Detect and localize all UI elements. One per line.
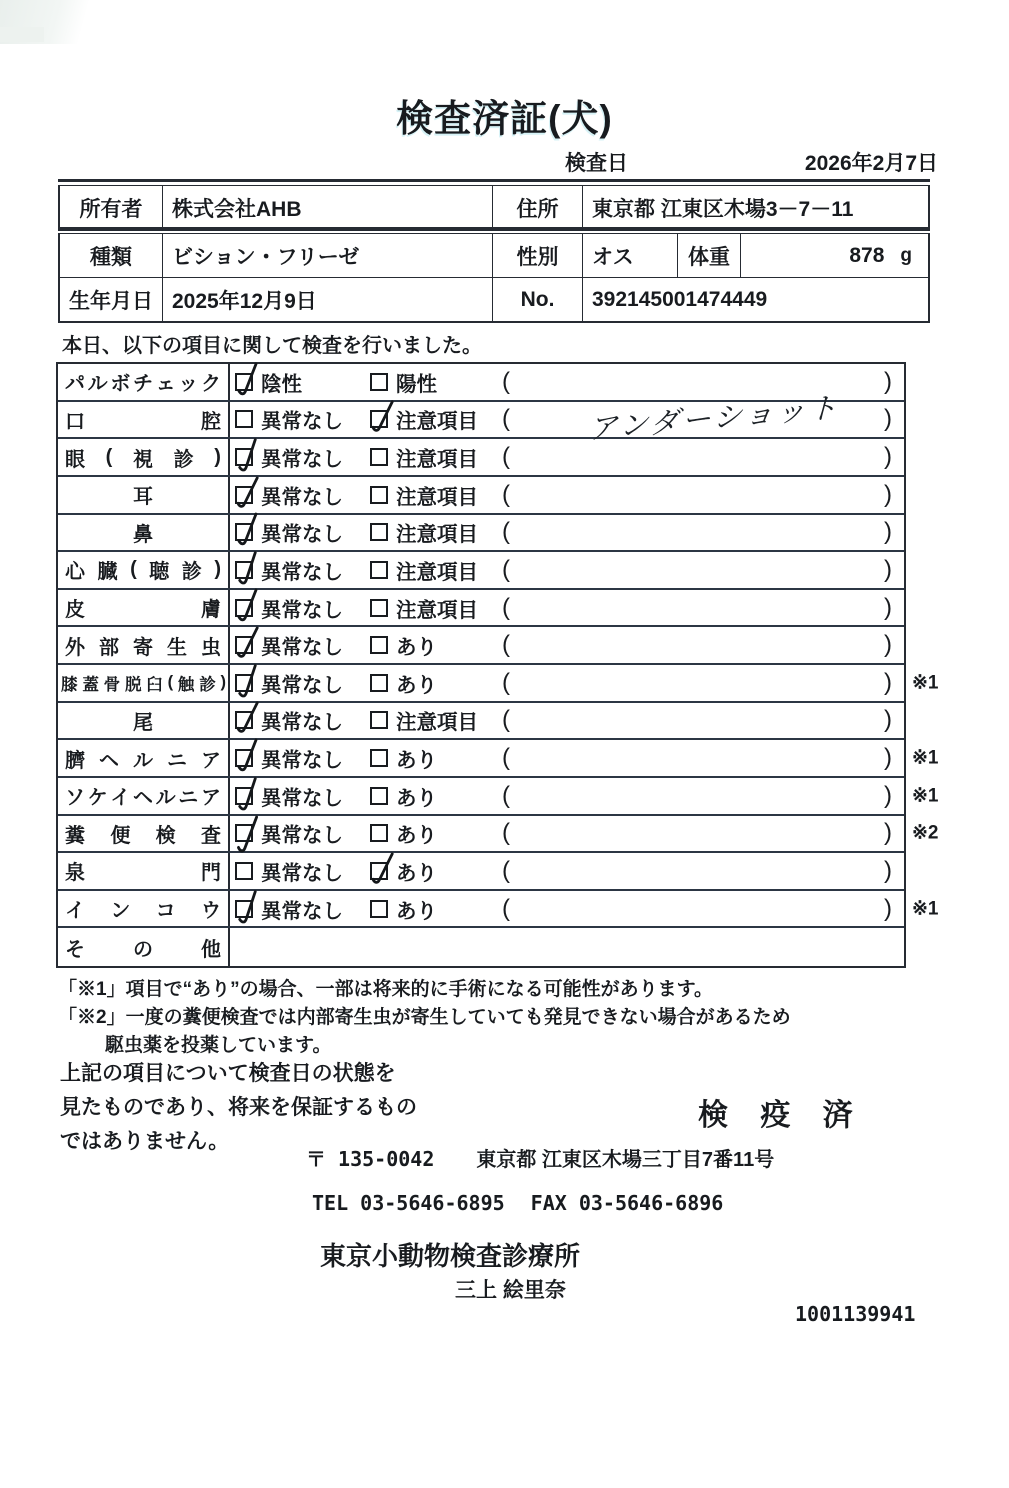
- checkbox-checked: [235, 824, 253, 842]
- paren-close: ): [884, 367, 892, 395]
- inspection-row: [58, 477, 904, 515]
- paren-open: (: [502, 631, 510, 659]
- serial-number: 1001139941: [795, 1302, 916, 1326]
- paren-close: ): [884, 443, 892, 471]
- option-label: 注意項目: [396, 560, 478, 584]
- inspection-item-label: 心 臓 ( 聴 診 ): [58, 552, 230, 588]
- inspection-row: [58, 928, 904, 966]
- checkbox-checked: [235, 599, 253, 617]
- checkbox-unchecked: [370, 711, 388, 729]
- inspection-item-label: 糞 便 検 査: [58, 816, 230, 852]
- checkbox-checked: [235, 561, 253, 579]
- checkmark-icon: [232, 661, 262, 699]
- disclaimer-line: 見たものであり、将来を保証するもの: [60, 1096, 417, 1119]
- birth-label: 生年月日: [69, 289, 153, 313]
- paren-close: ): [884, 781, 892, 809]
- checkbox-checked: [235, 636, 253, 654]
- postal-code: 〒 135-0042: [306, 1147, 435, 1171]
- inspection-option: [230, 630, 370, 660]
- inspection-item-label: 口 腔: [58, 402, 230, 438]
- inspection-option: [370, 668, 500, 698]
- checkmark-icon: [232, 774, 262, 812]
- reference-mark: ※1: [912, 747, 939, 769]
- remarks-field: [500, 515, 904, 551]
- breed-value: ビション・フリーゼ: [162, 234, 492, 277]
- inspection-option: [230, 743, 370, 773]
- inspection-option: [370, 404, 500, 434]
- inspection-row: [58, 439, 904, 477]
- clinic-address-line: [306, 1143, 774, 1172]
- paren-open: (: [502, 367, 510, 395]
- inspection-row: [58, 552, 904, 590]
- quarantine-stamp: 検 疫 済: [698, 1099, 865, 1132]
- owner-table: [58, 185, 930, 231]
- option-label: 注意項目: [396, 523, 478, 547]
- owner-label: 所有者: [79, 197, 143, 221]
- paren-open: (: [502, 518, 510, 546]
- inspection-option: [370, 442, 500, 472]
- inspection-row: [58, 391, 904, 446]
- checkmark-icon: [231, 472, 262, 511]
- exam-date-value: 2026年2月7日: [804, 152, 938, 175]
- option-label: 陰性: [261, 372, 302, 396]
- paren-open: (: [502, 819, 510, 847]
- inspection-row: [58, 816, 939, 854]
- inspection-row: [58, 740, 939, 778]
- checkmark-icon: [366, 396, 397, 435]
- option-label: 注意項目: [396, 410, 478, 434]
- option-label: 異常なし: [261, 636, 343, 660]
- paren-open: (: [502, 593, 510, 621]
- inspection-item-label: ソ ケ イ ヘ ル ニ ア: [58, 778, 230, 814]
- paren-open: (: [502, 744, 510, 772]
- inspection-item-label: 泉 門: [58, 853, 230, 889]
- reference-mark: ※1: [912, 785, 939, 807]
- handwritten-note: アンダーショット: [588, 391, 841, 446]
- option-label: 異常なし: [261, 711, 343, 735]
- weight-unit: g: [900, 244, 912, 266]
- option-label: あり: [396, 899, 437, 923]
- clinic-tel: TEL 03-5646-6895: [312, 1191, 505, 1215]
- inspection-item-label: 外 部 寄 生 虫: [58, 627, 230, 663]
- clinic-address: 東京都 江東区木場三丁目7番11号: [476, 1149, 775, 1171]
- clinic-tel-line: [312, 1191, 723, 1215]
- checkbox-checked: [370, 410, 388, 428]
- option-label: 異常なし: [261, 523, 343, 547]
- paren-close: ): [884, 631, 892, 659]
- checkbox-unchecked: [370, 373, 388, 391]
- option-label: 異常なし: [261, 749, 343, 773]
- inspection-option: [230, 593, 370, 623]
- inspection-option: [230, 555, 370, 585]
- owner-row: [60, 186, 928, 229]
- clinic-fax: FAX 03-5646-6896: [530, 1191, 724, 1215]
- inspection-option: [370, 630, 500, 660]
- paren-open: (: [502, 405, 510, 433]
- no-value: 392145001474449: [582, 278, 928, 321]
- inspection-item-label: 耳: [58, 477, 230, 513]
- checkbox-unchecked: [370, 824, 388, 842]
- intro-text: 本日、以下の項目に関して検査を行いました。: [62, 335, 482, 357]
- animal-info-table: [58, 233, 930, 323]
- inspection-option: [230, 480, 370, 510]
- option-label: あり: [396, 636, 437, 660]
- checkmark-icon: [232, 435, 262, 473]
- footnote-1: 「※1」項目で“あり”の場合、一部は将来的に手術になる可能性があります。: [58, 979, 714, 1000]
- reference-mark: ※1: [912, 898, 939, 920]
- checkmark-icon: [231, 697, 262, 736]
- remarks-field: [500, 816, 904, 852]
- checkmark-icon: [233, 510, 261, 547]
- inspection-option: [230, 367, 370, 397]
- breed-row: [60, 234, 928, 277]
- remarks-field: [500, 627, 904, 663]
- paren-open: (: [502, 856, 510, 884]
- option-label: 異常なし: [261, 560, 343, 584]
- inspection-row: [58, 891, 939, 929]
- remarks-field: [500, 477, 904, 513]
- inspection-option: [370, 705, 500, 735]
- reference-mark: ※1: [912, 672, 939, 694]
- checkbox-unchecked: [370, 900, 388, 918]
- checkbox-unchecked: [370, 749, 388, 767]
- inspection-option: [230, 705, 370, 735]
- inspection-item-label: パ ル ボ チ ェ ッ ク: [58, 364, 230, 400]
- scan-smudge: [0, 27, 44, 42]
- paren-close: ): [884, 819, 892, 847]
- inspection-option: [230, 404, 370, 434]
- inspection-option: [230, 517, 370, 547]
- option-label: 異常なし: [261, 861, 343, 885]
- checkbox-unchecked: [370, 448, 388, 466]
- checkbox-checked: [370, 862, 388, 880]
- checkbox-unchecked: [235, 410, 253, 428]
- inspection-item-label: 膝 蓋 骨 脱 臼 ( 触 診 ): [58, 665, 230, 701]
- checkbox-unchecked: [370, 523, 388, 541]
- checkmark-icon: [233, 360, 261, 397]
- paren-open: (: [502, 443, 510, 471]
- exam-date-row: [565, 147, 938, 177]
- option-label: 注意項目: [396, 598, 478, 622]
- birth-row: [60, 277, 928, 321]
- inspection-option: [370, 555, 500, 585]
- paren-open: (: [502, 668, 510, 696]
- option-label: あり: [396, 861, 437, 885]
- inspection-option: [230, 856, 370, 886]
- option-label: 注意項目: [396, 448, 478, 472]
- footnote-2-line2: 駆虫薬を投薬しています。: [105, 1035, 332, 1056]
- inspection-option: [370, 743, 500, 773]
- footnotes: [58, 976, 791, 1060]
- inspection-item-label: 臍 ヘ ル ニ ア: [58, 740, 230, 776]
- inspection-item-label: 皮 膚: [58, 590, 230, 626]
- remarks-field: [500, 590, 904, 626]
- option-label: 異常なし: [261, 485, 343, 509]
- weight-label: 体重: [677, 234, 740, 277]
- checkmark-icon: [233, 586, 261, 623]
- checkbox-unchecked: [370, 599, 388, 617]
- inspection-row: [58, 778, 939, 816]
- paren-close: ): [884, 744, 892, 772]
- remarks-field: [500, 552, 904, 588]
- inspection-item-label: 眼 ( 視 診 ): [58, 439, 230, 475]
- exam-date-label: 検査日: [565, 152, 628, 175]
- breed-label: 種類: [90, 245, 132, 269]
- inspection-item-label: 鼻: [58, 515, 230, 551]
- inspection-option: [230, 818, 370, 848]
- option-label: 異常なし: [261, 410, 343, 434]
- paren-close: ): [884, 668, 892, 696]
- birth-value: 2025年12月9日: [162, 278, 492, 321]
- checkbox-unchecked: [370, 561, 388, 579]
- option-label: 異常なし: [261, 448, 343, 472]
- checkbox-checked: [235, 900, 253, 918]
- option-label: 異常なし: [261, 598, 343, 622]
- paren-open: (: [502, 480, 510, 508]
- inspection-table: [56, 362, 939, 968]
- checkbox-checked: [235, 523, 253, 541]
- inspection-option: [370, 367, 500, 397]
- inspection-row: [58, 627, 904, 665]
- remarks-field: [500, 391, 904, 446]
- checkbox-checked: [235, 674, 253, 692]
- checkmark-icon: [232, 548, 262, 586]
- footnote-2-line1: 「※2」一度の糞便検査では内部寄生虫が寄生していても発見できない場合があるため: [58, 1007, 791, 1028]
- paren-close: ): [884, 518, 892, 546]
- inspection-item-label: そ の 他: [58, 928, 230, 966]
- paren-close: ): [884, 480, 892, 508]
- checkbox-unchecked: [370, 674, 388, 692]
- paren-close: ): [884, 593, 892, 621]
- checkbox-checked: [235, 448, 253, 466]
- checkbox-checked: [235, 486, 253, 504]
- address-value: 東京都 江東区木場3－7－11: [582, 186, 928, 229]
- no-label: No.: [492, 278, 582, 321]
- option-label: 陽性: [396, 372, 437, 396]
- paren-close: ): [884, 894, 892, 922]
- checkbox-unchecked: [235, 862, 253, 880]
- inspection-row: [58, 703, 904, 741]
- paren-open: (: [502, 894, 510, 922]
- inspection-row: [58, 665, 939, 703]
- paren-close: ): [884, 555, 892, 583]
- inspection-row: [58, 590, 904, 628]
- inspection-option: [370, 818, 500, 848]
- paren-close: ): [884, 405, 892, 433]
- remarks-field: [500, 740, 904, 776]
- inspection-item-label: 尾: [58, 703, 230, 739]
- option-label: あり: [396, 824, 437, 848]
- inspection-option: [370, 894, 500, 924]
- paren-close: ): [884, 856, 892, 884]
- paren-open: (: [502, 555, 510, 583]
- inspection-option: [370, 593, 500, 623]
- option-label: あり: [396, 786, 437, 810]
- option-label: あり: [396, 673, 437, 697]
- option-label: 異常なし: [261, 673, 343, 697]
- checkbox-checked: [235, 787, 253, 805]
- weight-number: 878: [849, 243, 885, 267]
- weight-value: [740, 234, 928, 277]
- sex-value: オス: [582, 234, 677, 277]
- option-label: 注意項目: [396, 485, 478, 509]
- inspection-row: [58, 853, 904, 891]
- inspection-option: [370, 517, 500, 547]
- inspection-option: [370, 480, 500, 510]
- examiner-name: 三上 絵里奈: [455, 1279, 566, 1302]
- checkbox-unchecked: [370, 636, 388, 654]
- inspection-option: [230, 442, 370, 472]
- clinic-name: 東京小動物検査診療所: [320, 1241, 581, 1271]
- checkbox-checked: [235, 373, 253, 391]
- disclaimer-line: ではありません。: [60, 1130, 230, 1153]
- remarks-field: [500, 703, 904, 739]
- sex-label: 性別: [492, 234, 582, 277]
- address-label: 住所: [492, 186, 582, 229]
- remarks-field: [500, 439, 904, 475]
- remarks-field: [500, 891, 904, 927]
- checkmark-icon: [231, 622, 262, 661]
- inspection-option: [370, 856, 500, 886]
- page-title: 検査済証(犬): [396, 98, 613, 139]
- checkmark-icon: [233, 736, 261, 773]
- inspection-option: [230, 668, 370, 698]
- checkmark-icon: [366, 848, 397, 887]
- checkbox-unchecked: [370, 486, 388, 504]
- checkbox-checked: [235, 711, 253, 729]
- remarks-field: [500, 364, 904, 400]
- option-label: 異常なし: [261, 786, 343, 810]
- owner-value: 株式会社AHB: [162, 186, 492, 229]
- option-label: あり: [396, 749, 437, 773]
- checkmark-icon: [232, 812, 261, 856]
- checkbox-unchecked: [370, 787, 388, 805]
- paren-open: (: [502, 706, 510, 734]
- inspection-item-label: イ ン コ ウ: [58, 891, 230, 927]
- option-label: 異常なし: [261, 824, 343, 848]
- disclaimer-line: 上記の項目について検査日の状態を: [60, 1062, 396, 1085]
- checkbox-checked: [235, 749, 253, 767]
- option-label: 注意項目: [396, 711, 478, 735]
- inspection-row: [58, 515, 904, 553]
- checkmark-icon: [232, 887, 262, 925]
- paren-close: ): [884, 706, 892, 734]
- inspection-option: [230, 894, 370, 924]
- inspection-option: [230, 781, 370, 811]
- reference-mark: ※2: [912, 822, 939, 844]
- option-label: 異常なし: [261, 899, 343, 923]
- remarks-field: [500, 778, 904, 814]
- inspection-option: [370, 781, 500, 811]
- remarks-field: [500, 853, 904, 889]
- remarks-field: [500, 665, 904, 701]
- paren-open: (: [502, 781, 510, 809]
